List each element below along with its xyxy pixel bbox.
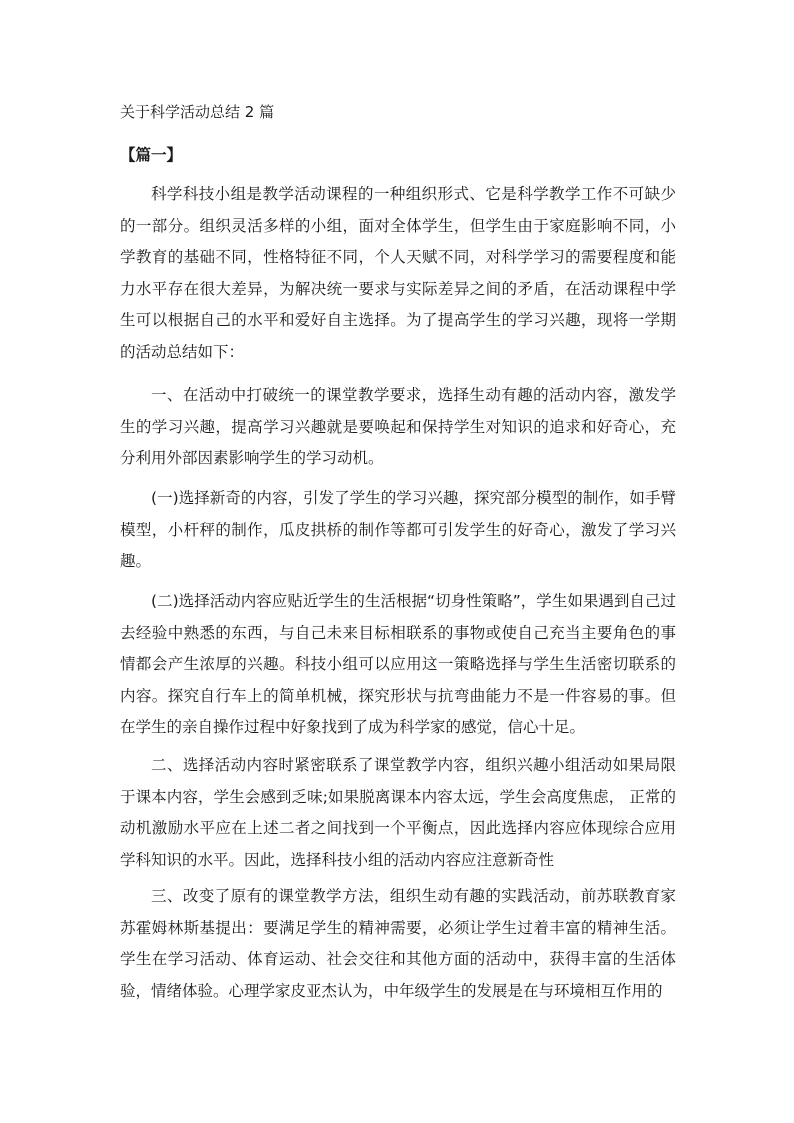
paragraph-point-two: 二、选择活动内容时紧密联系了课堂教学内容，组织兴趣小组活动如果局限于课本内容，学生会感到乏味;如果脱离课本内容太远，学生会高度焦虑， 正常的动机激励水平应在上述二者之间找到一个平衡点，因此选择内容应体现综合应用学科知识的水平。因此，选择科技小组的活动内容应注意新奇性 (120, 756, 676, 869)
paragraph-subpoint-one: (一)选择新奇的内容，引发了学生的学习兴趣，探究部分模型的制作，如手臂模型，小杆秤的制作，瓜皮拱桥的制作等都可引发学生的好奇心，激发了学习兴趣。 (120, 489, 676, 570)
document-title: 关于科学活动总结 2 篇 (120, 103, 275, 121)
paragraph-point-one: 一、在活动中打破统一的课堂教学要求，选择生动有趣的活动内容，激发学生的学习兴趣，提高学习兴趣就是要唤起和保持学生对知识的追求和好奇心，充分利用外部因素影响学生的学习动机。 (120, 386, 676, 467)
paragraph-intro: 科学科技小组是教学活动课程的一种组织形式、它是科学教学工作不可缺少的一部分。组织灵活多样的小组，面对全体学生，但学生由于家庭影响不同，小学教育的基础不同，性格特征不同，个人天赋不同，对科学学习的需要程度和能力水平存在很大差异，为解决统一要求与实际差异之间的矛盾，在活动课程中学生可以根据自己的水平和爱好自主选择。为了提高学生的学习兴趣，现将一学期的活动总结如下： (120, 185, 676, 361)
section-heading: 【篇一】 (120, 146, 183, 164)
paragraph-subpoint-two: (二)选择活动内容应贴近学生的生活根据“切身性策略”，学生如果遇到自己过去经验中熟悉的东西，与自己未来目标相联系的事物或使自己充当主要角色的事情都会产生浓厚的兴趣。科技小组可以应用这一策略选择与学生生活密切联系的内容。探究自行车上的简单机械，探究形状与抗弯曲能力不是一件容易的事。但在学生的亲自操作过程中好象找到了成为科学家的感觉，信心十足。 (120, 592, 676, 736)
paragraph-point-three: 三、改变了原有的课堂教学方法，组织生动有趣的实践活动，前苏联教育家苏霍姆林斯基提出：要满足学生的精神需要，必须让学生过着丰富的精神生活。学生在学习活动、体育运动、社会交往和其他方面的活动中，获得丰富的生活体验，情绪体验。心理学家皮亚杰认为，中年级学生的发展是在与环境相互作用的 (120, 887, 676, 1000)
